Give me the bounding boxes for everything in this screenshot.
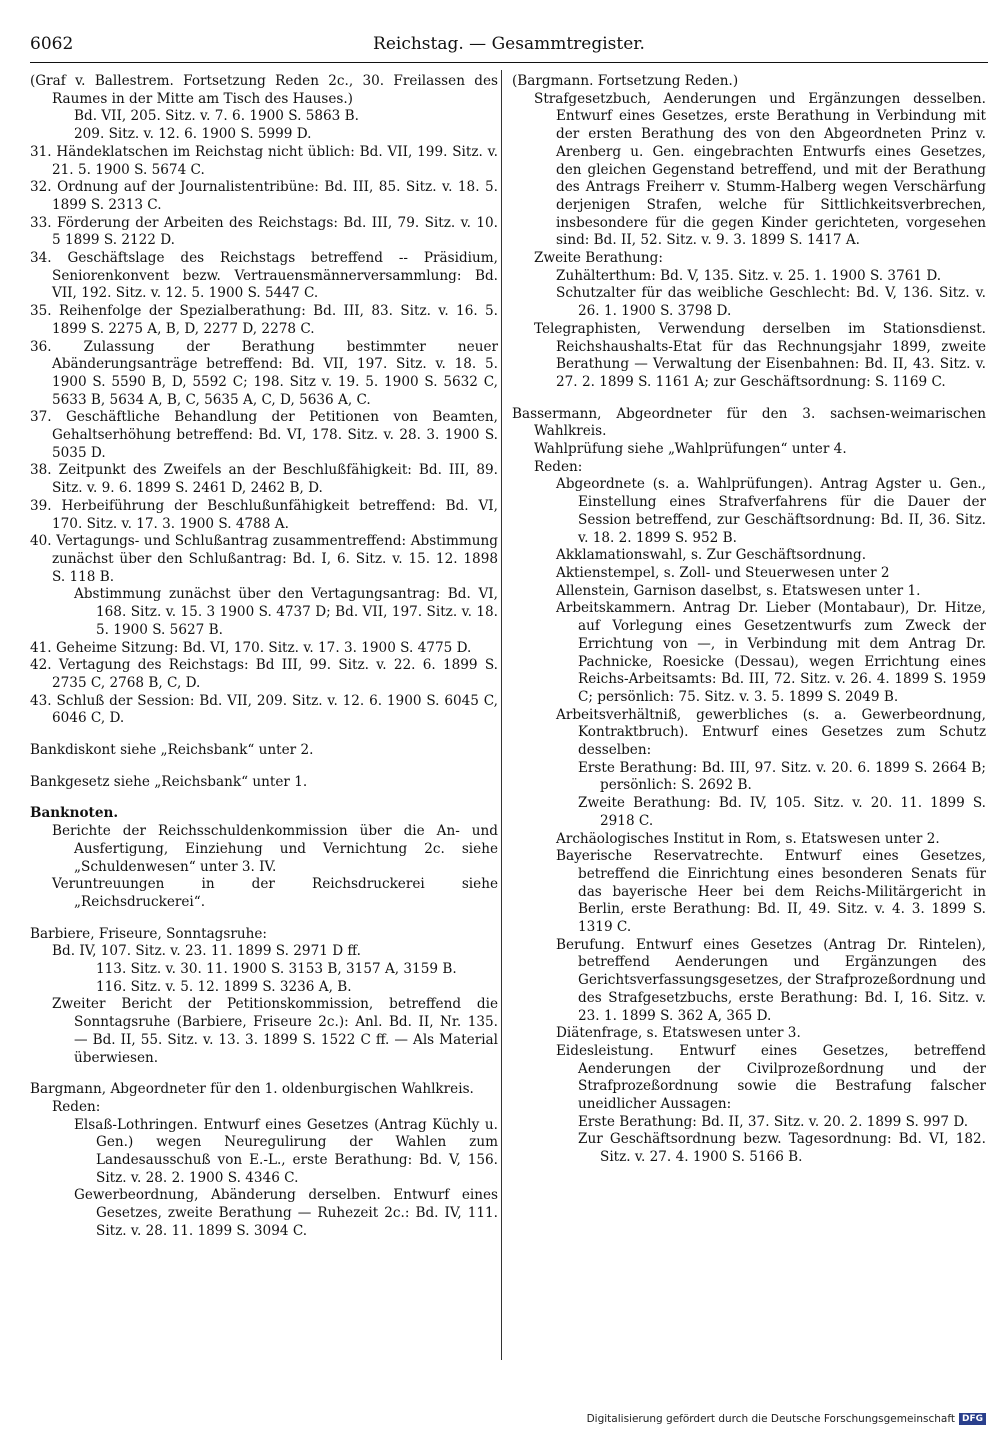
register-entry: 43. Schluß der Session: Bd. VII, 209. Sitz. v. 12. 6. 1900 S. 6045 C, 6046 C, D. (30, 692, 498, 727)
register-entry: Aktienstempel, s. Zoll- und Steuerwesen unter 2 (556, 564, 890, 581)
entry-gap (30, 728, 498, 742)
register-entry: 31. Händeklatschen im Reichstag nicht üblich: Bd. VII, 199. Sitz. v. 21. 5. 1900 S. 5674 C. (30, 143, 498, 178)
register-entry: Abstimmung zunächst über den Vertagungsantrag: Bd. VI, 168. Sitz. v. 15. 3 1900 S. 4737 D; Bd. VII, 197. Sitz. v. 18. 5. 1900 S. 5627 B. (74, 586, 498, 638)
page-number: 6062 (30, 34, 74, 54)
register-entry: Berufung. Entwurf eines Gesetzes (Antrag Dr. Rintelen), betreffend Aenderungen und Ergänzungen des Gerichtsverfassungsgesetzes, der Strafprozeßordnung und des Strafgesetzbuchs, erste Berathung: Bd. I, 16. Sitz. v. 23. 1. 1899 S. 362 A, 365 D. (556, 936, 986, 1024)
register-entry: Bd. IV, 107. Sitz. v. 23. 11. 1899 S. 2971 D ff. (52, 943, 361, 960)
register-entry: Erste Berathung: Bd. II, 37. Sitz. v. 20. 2. 1899 S. 997 D. (578, 1113, 969, 1130)
entry-gap (30, 912, 498, 926)
footer-credit (587, 1413, 986, 1425)
register-entry: Diätenfrage, s. Etatswesen unter 3. (556, 1025, 801, 1042)
register-entry: 38. Zeitpunkt des Zweifels an der Beschlußfähigkeit: Bd. III, 89. Sitz. v. 9. 6. 1899 S. 2461 D, 2462 B, D. (30, 462, 498, 497)
register-entry: 32. Ordnung auf der Journalistentribüne: Bd. III, 85. Sitz. v. 18. 5. 1899 S. 2313 C. (30, 179, 498, 213)
column-divider (501, 70, 502, 1360)
register-entry: 33. Förderung der Arbeiten des Reichstags: Bd. III, 79. Sitz. v. 10. 5 1899 S. 2122 D. (30, 214, 498, 249)
register-entry: Zweite Berathung: (534, 250, 663, 267)
entry-gap (30, 760, 498, 774)
register-entry: 116. Sitz. v. 5. 12. 1899 S. 3236 A, B. (96, 978, 352, 995)
register-entry: Bd. VII, 205. Sitz. v. 7. 6. 1900 S. 5863 B. (74, 108, 359, 125)
register-entry: Strafgesetzbuch, Aenderungen und Ergänzungen desselben. Entwurf eines Gesetzes, erste Berathung in Verbindung mit der ersten Berathung des von den Abgeordneten Prinz v. Arenberg u. Gen. eingebrachten Entwurfs eines Gesetzes, den gleichen Gegenstand betreffend, und mit der Berathung des Antrags Freiherr v. Stumm-Halberg wegen Verschärfung derjenigen Strafen, welche für Sittlichkeitsverbrechen, insbesondere für die gegen Kinder gerichteten, vorgesehen sind: Bd. II, 52. Sitz. v. 9. 3. 1899 S. 1417 A. (534, 90, 986, 249)
register-entry: 34. Geschäftslage des Reichstags betreffend -- Präsidium, Seniorenkonvent bezw. Vertrauensmännerversammlung: Bd. VII, 192. Sitz. v. 12. 5. 1900 S. 5447 C. (30, 250, 498, 302)
entry-gap (30, 1067, 498, 1081)
register-entry: Banknoten. (30, 805, 119, 822)
page-header (30, 34, 988, 60)
register-entry: Telegraphisten, Verwendung derselben im Stationsdienst. Reichshaushalts-Etat für das Rechnungsjahr 1899, zweite Berathung — Verwaltung der Eisenbahnen: Bd. II, 43. Sitz. v. 27. 2. 1899 S. 1161 A; zur Geschäftsordnung: S. 1169 C. (534, 320, 986, 390)
running-title: Reichstag. — Gesammtregister. (373, 34, 645, 54)
register-entry: Zweiter Bericht der Petitionskommission, betreffend die Sonntagsruhe (Barbiere, Friseure 2c.): Anl. Bd. II, Nr. 135. — Bd. II, 55. Sitz. v. 13. 3. 1899 S. 1522 C ff. — Als Material überwiesen. (52, 996, 498, 1066)
entry-gap (512, 392, 986, 406)
register-entry: Wahlprüfung siehe „Wahlprüfungen“ unter 4. (534, 441, 847, 458)
register-entry: Schutzalter für das weibliche Geschlecht: Bd. V, 136. Sitz. v. 26. 1. 1900 S. 3798 D. (556, 285, 986, 320)
register-entry: Reden: (534, 458, 583, 475)
register-entry: Barbiere, Friseure, Sonntagsruhe: (30, 925, 267, 942)
register-entry: Arbeitsverhältniß, gewerbliches (s. a. Gewerbeordnung, Kontraktbruch). Entwurf eines Gesetzes zum Schutz desselben: (556, 706, 986, 759)
register-entry: Abgeordnete (s. a. Wahlprüfungen). Antrag Agster u. Gen., Einstellung eines Strafverfahrens für die Dauer der Session betreffend, zur Geschäftsordnung: Bd. II, 36. Sitz. v. 18. 2. 1899 S. 952 B. (556, 476, 986, 546)
register-entry: Bassermann, Abgeordneter für den 3. sachsen-weimarischen Wahlkreis. (512, 405, 986, 440)
register-entry: Zweite Berathung: Bd. IV, 105. Sitz. v. 20. 11. 1899 S. 2918 C. (578, 795, 986, 829)
register-entry: Veruntreuungen in der Reichsdruckerei siehe „Reichsdruckerei“. (52, 876, 498, 910)
register-entry: Eidesleistung. Entwurf eines Gesetzes, betreffend Aenderungen der Civilprozeßordnung und der Strafprozeßordnung sowie die Bestrafung falscher uneidlicher Aussagen: (556, 1042, 986, 1113)
left-column (30, 73, 498, 1241)
register-entry: Bargmann, Abgeordneter für den 1. oldenburgischen Wahlkreis. (30, 1081, 474, 1098)
register-entry: 41. Geheime Sitzung: Bd. VI, 170. Sitz. v. 17. 3. 1900 S. 4775 D. (30, 639, 472, 656)
right-column (512, 73, 986, 1167)
register-entry: Elsaß-Lothringen. Entwurf eines Gesetzes (Antrag Küchly u. Gen.) wegen Neuregulirung der Wahlen zum Landesausschuß von E.-L., erste Berathung: Bd. V, 156. Sitz. v. 28. 2. 1900 S. 4346 C. (74, 1116, 498, 1186)
register-entry: Erste Berathung: Bd. III, 97. Sitz. v. 20. 6. 1899 S. 2664 B; persönlich: S. 2692 B. (578, 759, 986, 794)
register-entry: 209. Sitz. v. 12. 6. 1900 S. 5999 D. (74, 126, 312, 143)
register-entry: 42. Vertagung des Reichstags: Bd III, 99. Sitz. v. 22. 6. 1899 S. 2735 C, 2768 B, C, D. (30, 657, 498, 691)
register-entry: 40. Vertagungs- und Schlußantrag zusammentreffend: Abstimmung zunächst über den Schlußantrag: Bd. I, 6. Sitz. v. 15. 12. 1898 S. 118 B. (30, 533, 498, 585)
register-entry: Zur Geschäftsordnung bezw. Tagesordnung: Bd. VI, 182. Sitz. v. 27. 4. 1900 S. 5166 B. (578, 1131, 986, 1166)
register-entry: 39. Herbeiführung der Beschlußunfähigkeit betreffend: Bd. VI, 170. Sitz. v. 17. 3. 1900 S. 4788 A. (30, 497, 498, 532)
dfg-logo-icon: DFG (959, 1413, 986, 1425)
register-entry: Zuhälterthum: Bd. V, 135. Sitz. v. 25. 1. 1900 S. 3761 D. (556, 267, 942, 284)
register-entry: 36. Zulassung der Berathung bestimmter neuer Abänderungsanträge betreffend: Bd. VII, 197. Sitz. v. 18. 5. 1900 S. 5590 B, D, 5592 C; 198. Sitz v. 19. 5. 1900 S. 5632 C, 5633 B, 5634 A, B, C, 5635 A, C, D, 5636 A, C. (30, 338, 498, 408)
register-entry: 37. Geschäftliche Behandlung der Petitionen von Beamten, Gehaltserhöhung betreffend: Bd. VI, 178. Sitz. v. 28. 3. 1900 S. 5035 D. (30, 409, 498, 461)
register-entry: 113. Sitz. v. 30. 11. 1900 S. 3153 B, 3157 A, 3159 B. (96, 961, 457, 978)
register-entry: Arbeitskammern. Antrag Dr. Lieber (Montabaur), Dr. Hitze, auf Vorlegung eines Gesetzentwurfs zum Zweck der Errichtung von —, in Verbindung mit dem Antrag Dr. Pachnicke, Roesicke (Dessau), wegen Errichtung eines Reichs-Arbeitsamts: Bd. III, 72. Sitz. v. 26. 4. 1899 S. 1959 C; persönlich: 75. Sitz. v. 3. 5. 1899 S. 2049 B. (556, 600, 986, 705)
register-entry: 35. Reihenfolge der Spezialberathung: Bd. III, 83. Sitz. v. 16. 5. 1899 S. 2275 A, B, D, 2277 D, 2278 C. (30, 303, 498, 337)
register-entry: Akklamationswahl, s. Zur Geschäftsordnung. (556, 547, 867, 564)
register-entry: Archäologisches Institut in Rom, s. Etatswesen unter 2. (556, 830, 940, 847)
register-entry: Gewerbeordnung, Abänderung derselben. Entwurf eines Gesetzes, zweite Berathung — Ruhezeit 2c.: Bd. IV, 111. Sitz. v. 28. 11. 1899 S. 3094 C. (74, 1187, 498, 1239)
register-entry: Bankdiskont siehe „Reichsbank“ unter 2. (30, 742, 314, 759)
register-entry: (Bargmann. Fortsetzung Reden.) (512, 73, 739, 89)
register-entry: Bayerische Reservatrechte. Entwurf eines Gesetzes, betreffend die Einrichtung eines besonderen Senats für das bayerische Heer bei dem Reichs-Militärgericht in Berlin, erste Berathung: Bd. II, 49. Sitz. v. 4. 3. 1899 S. 1319 C. (556, 848, 986, 936)
header-rule (30, 62, 988, 63)
footer-text: Digitalisierung gefördert durch die Deutsche Forschungsgemeinschaft (586, 1413, 955, 1425)
register-entry: (Graf v. Ballestrem. Fortsetzung Reden 2c., 30. Freilassen des Raumes in der Mitte am Tisch des Hauses.) (30, 73, 498, 107)
register-entry: Bankgesetz siehe „Reichsbank“ unter 1. (30, 773, 308, 790)
register-entry: Reden: (52, 1098, 101, 1115)
register-entry: Berichte der Reichsschuldenkommission über die An- und Ausfertigung, Einziehung und Vernichtung 2c. siehe „Schuldenwesen“ unter 3. IV. (52, 823, 498, 875)
register-entry: Allenstein, Garnison daselbst, s. Etatswesen unter 1. (556, 582, 921, 599)
entry-gap (30, 791, 498, 805)
